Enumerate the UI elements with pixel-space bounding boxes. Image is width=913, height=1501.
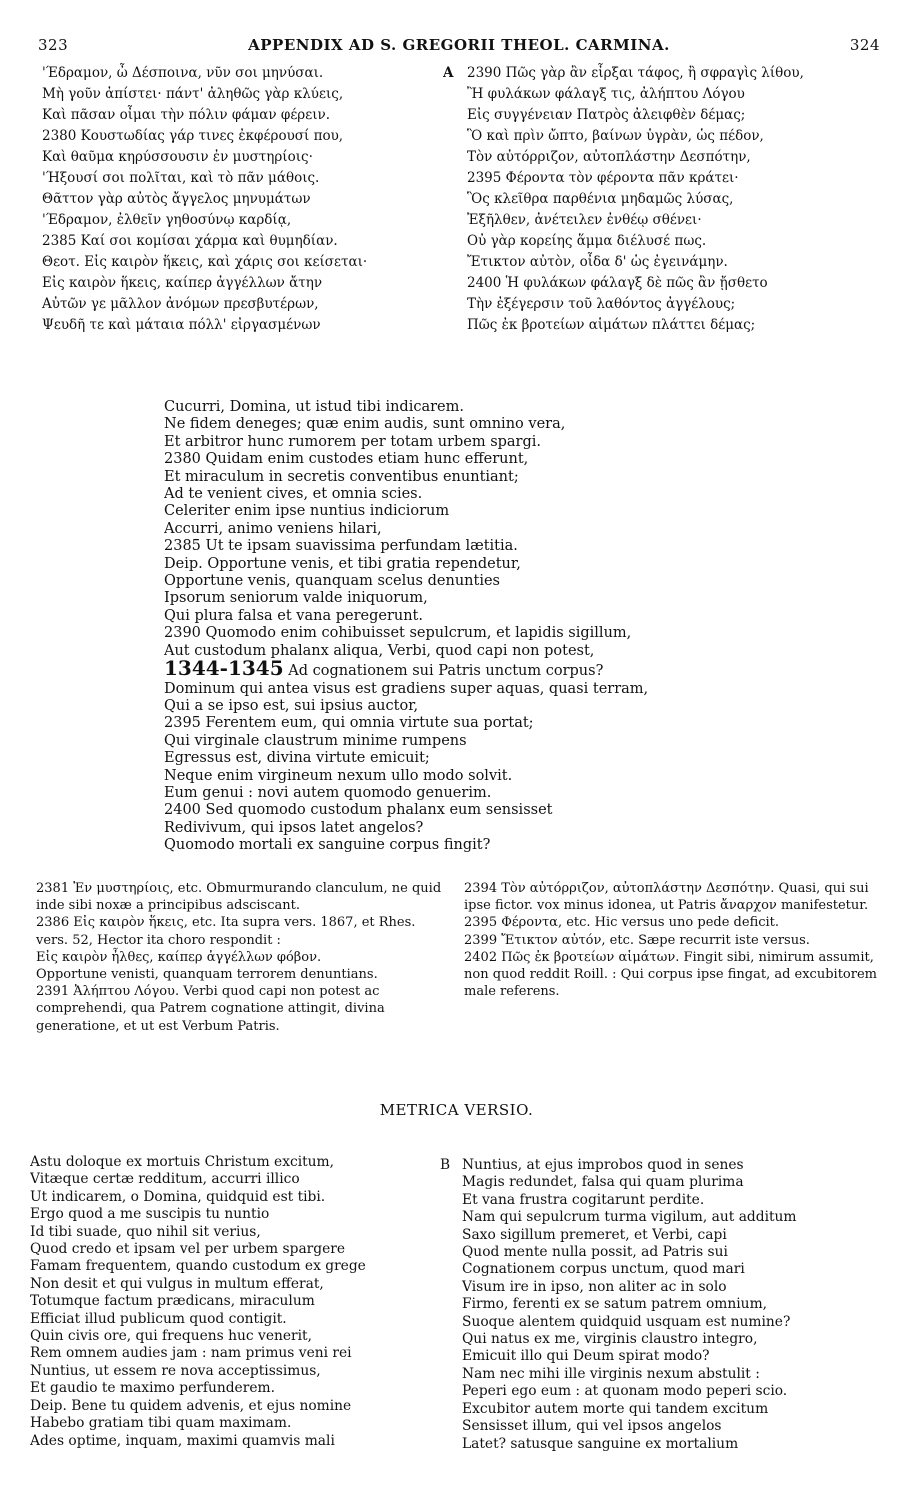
verse-line: Redivivum, qui ipsos latet angelos?: [164, 819, 424, 836]
verse-line: [443, 210, 893, 231]
verse-line: [443, 231, 893, 252]
verse-line: Astu doloque ex mortuis Christum excitum,: [30, 1154, 335, 1170]
verse-line: [443, 294, 893, 315]
verse-text: 2390 Πῶς γὰρ ἂν εἶρξαι τάφος, ἢ σφραγὶς λίθου,: [467, 65, 804, 81]
verse-line: 2385 Καί σοι κομίσαι χάρμα καὶ θυμηδίαν.: [42, 233, 338, 249]
verse-line: Ψευδῆ τε καὶ μάταια πόλλ' εἰργασμένων: [42, 317, 321, 333]
verse-line: Deip. Bene tu quidem advenis, et ejus nomine: [30, 1397, 352, 1414]
verse-line: 2400 Sed quomodo custodum phalanx eum sensisset: [164, 802, 553, 819]
footnote: 2381 Ἐν μυστηρίοις, etc. Obmurmurando clanculum, ne quid inde sibi noxæ a principibus adsciscant.: [36, 881, 442, 914]
footnotes-left-column: [36, 880, 448, 1035]
column-marker-verse: Ad cognationem sui Patris unctum corpus?: [288, 663, 604, 680]
verse-line: Quin civis ore, qui frequens huc venerit,: [30, 1328, 312, 1345]
verse-line: [440, 1227, 900, 1244]
verse-text: Quod mente nulla possit, ad Patris sui: [462, 1244, 728, 1261]
verse-line: Εἰς καιρὸν ἥκεις, καίπερ ἀγγέλλων ἄτην: [42, 275, 323, 291]
footnote: 2402 Πῶς ἐκ βροτείων αἱμάτων. Fingit sibi, nimirum assumit, non quod reddit Roill. : Qui corpus ipse fingat, ad excubitorem male referens.: [464, 949, 877, 1000]
verse-text: Ἐξῆλθεν, ἀνέτειλεν ἐνθέῳ σθένει·: [467, 212, 702, 228]
verse-text: Latet? satusque sanguine ex mortalium: [462, 1435, 739, 1452]
verse-line: Καὶ θαῦμα κηρύσσουσιν ἐν μυστηρίοις·: [42, 149, 313, 165]
latin-lines-before: [164, 399, 724, 660]
margin-letter-marker: A: [443, 65, 454, 81]
page-number-left: 323: [38, 36, 69, 54]
verse-line: Vitæque certæ redditum, accurri illico: [30, 1171, 300, 1188]
verse-line: 2380 Κουστωδίας γάρ τινες ἐκφέρουσί που,: [42, 128, 344, 144]
verse-text: Οὐ γὰρ κορείης ἅμμα διέλυσέ πως.: [467, 233, 707, 249]
verse-line: [440, 1244, 900, 1261]
verse-text: Magis redundet, falsa qui quam plurima: [462, 1174, 744, 1191]
verse-line: [440, 1436, 900, 1453]
verse-line: 'Έδραμον, ἐλθεῖν γηθοσύνῳ καρδίᾳ,: [42, 212, 292, 228]
verse-line: Eum genui : novi autem quomodo genuerim.: [164, 784, 492, 801]
latin-lines-after: [164, 681, 724, 855]
verse-text: Emicuit illo qui Deum spirat modo?: [462, 1348, 710, 1365]
verse-line: Opportune venis, quanquam scelus denunties: [164, 573, 500, 590]
verse-line: Egressus est, divina virtute emicuit;: [164, 750, 430, 767]
verse-line: [440, 1314, 900, 1331]
verse-line: 2385 Ut te ipsam suavissima perfundam lætitia.: [164, 538, 518, 555]
verse-text: Saxo sigillum premeret, et Verbi, capi: [462, 1226, 727, 1243]
footnote: 2394 Τὸν αὐτόρριζον, αὐτοπλάστην Δεσπότην. Quasi, qui sui ipse fictor. vox minus idonea, ut Patris ἄναρχον manifestetur.: [464, 881, 869, 914]
verse-line: [443, 63, 893, 84]
verse-line: Ne fidem deneges; quæ enim audis, sunt omnino vera,: [164, 416, 566, 433]
verse-line: Dominum qui antea visus est gradiens super aquas, quasi terram,: [164, 680, 649, 697]
verse-text: Suoque alentem quidquid usquam est numine?: [462, 1313, 791, 1330]
verse-line: Ad te venient cives, et omnia scies.: [164, 486, 423, 503]
verse-text: Visum ire in ipso, non aliter ac in solo: [462, 1278, 727, 1295]
verse-line: Non desit et qui vulgus in multum efferat,: [30, 1275, 324, 1292]
section-title: METRICA VERSIO.: [379, 1101, 534, 1119]
verse-line: Et miraculum in secretis conventibus enuntiant;: [164, 468, 519, 485]
verse-line: Ergo quod a me suscipis tu nuntio: [30, 1206, 270, 1223]
column-number-marker: 1344-1345: [164, 660, 284, 681]
verse-line: Ipsorum seniorum valde iniquorum,: [164, 590, 428, 607]
verse-line: Efficiat illud publicum quod contigit.: [30, 1310, 287, 1327]
verse-line: Neque enim virgineum nexum ullo modo solvit.: [164, 767, 513, 784]
verse-line: Qui plura falsa et vana peregerunt.: [164, 607, 423, 624]
verse-text: Peperi ego eum : at quonam modo peperi scio.: [462, 1383, 788, 1400]
verse-line: Rem omnem audies jam : nam primus veni rei: [30, 1345, 352, 1362]
verse-text: Nuntius, at ejus improbos quod in senes: [462, 1157, 744, 1173]
verse-line: 2380 Quidam enim custodes etiam hunc efferunt,: [164, 451, 529, 468]
verse-line: [440, 1279, 900, 1296]
metrica-versio-right-column: [440, 1157, 900, 1453]
verse-line: Habebo gratiam tibi quam maximam.: [30, 1415, 292, 1432]
verse-line: Καὶ πᾶσαν οἶμαι τὴν πόλιν φάμαν φέρειν.: [42, 107, 331, 123]
verse-text: Sensisset illum, qui vel ipsos angelos: [462, 1418, 722, 1435]
verse-line: 'Έδραμον, ὦ Δέσποινα, νῦν σοι μηνύσαι.: [42, 65, 324, 81]
page-number-right: 324: [849, 36, 880, 54]
verse-line: [440, 1209, 900, 1226]
verse-line: [443, 147, 893, 168]
verse-text: Cognationem corpus unctum, quod mari: [462, 1261, 745, 1278]
verse-text: Nam qui sepulcrum turma vigilum, aut additum: [462, 1209, 797, 1226]
latin-translation: [164, 399, 724, 855]
verse-line: [443, 189, 893, 210]
footnote: 2399 Ἔτικτον αὐτόν, etc. Sæpe recurrit iste versus.: [464, 932, 810, 948]
verse-line: Θᾶττον γὰρ αὐτὸς ἄγγελος μηνυμάτων: [42, 191, 311, 207]
verse-line: [440, 1401, 900, 1418]
verse-line: Ades optime, inquam, maximi quamvis mali: [30, 1432, 335, 1449]
verse-text: 2400 Ἡ φυλάκων φάλαγξ δὲ πῶς ἂν ᾔσθετο: [467, 275, 768, 291]
verse-line: Et gaudio te maximo perfunderem.: [30, 1380, 275, 1397]
verse-text: Πῶς ἐκ βροτείων αἱμάτων πλάττει δέμας;: [467, 317, 756, 333]
verse-text: Ὃς κλεῖθρα παρθένια μηδαμῶς λύσας,: [467, 191, 734, 207]
verse-line: Et arbitror hunc rumorem per totam urbem spargi.: [164, 433, 542, 450]
verse-line: 2395 Ferentem eum, qui omnia virtute sua portat;: [164, 715, 534, 732]
footnote: Εἰς καιρὸν ἦλθες, καίπερ ἀγγέλλων φόβον.: [36, 949, 322, 965]
verse-line: Aut custodum phalanx aliqua, Verbi, quod capi non potest,: [164, 642, 595, 659]
verse-line: Nuntius, ut essem re nova acceptissimus,: [30, 1362, 321, 1379]
verse-text: Firmo, ferenti ex se satum patrem omnium,: [462, 1296, 768, 1313]
verse-line: [443, 168, 893, 189]
running-title: APPENDIX AD S. GREGORII THEOL. CARMINA.: [248, 36, 670, 54]
verse-text: Εἰς συγγένειαν Πατρὸς ἀλειφθὲν δέμας;: [467, 107, 746, 123]
metrica-versio-left-column: [30, 1154, 450, 1450]
verse-line: Θεοτ. Εἰς καιρὸν ἥκεις, καὶ χάρις σοι κείσεται·: [42, 254, 368, 270]
verse-line: [443, 315, 893, 336]
footnotes-right-column: [464, 880, 882, 1000]
column-marker-line: [164, 660, 724, 680]
greek-right-lines: [443, 63, 893, 336]
verse-line: [443, 126, 893, 147]
verse-line: Quod credo et ipsam vel per urbem spargere: [30, 1241, 346, 1258]
verse-line: [440, 1348, 900, 1365]
verse-text: Et vana frustra cogitarunt perdite.: [462, 1191, 705, 1208]
verse-line: 2390 Quomodo enim cohibuisset sepulcrum, et lapidis sigillum,: [164, 625, 632, 642]
footnote: Opportune venisti, quanquam terrorem denuntians.: [36, 967, 378, 983]
verse-line: Totumque factum prædicans, miraculum: [30, 1293, 315, 1310]
verse-line: Ut indicarem, o Domina, quidquid est tibi.: [30, 1188, 326, 1205]
footnote: 2391 Ἀλήπτου Λόγου. Verbi quod capi non potest ac comprehendi, qua Patrem cognatione attingit, divina generatione, et ut est Verbum Patris.: [36, 984, 385, 1034]
verse-line: Id tibi suade, quo nihil sit verius,: [30, 1223, 261, 1240]
metrica-right-lines: [440, 1157, 900, 1453]
verse-line: Μὴ γοῦν ἀπίστει· πάντ' ἀληθῶς γὰρ κλύεις,: [42, 86, 344, 102]
verse-line: [440, 1261, 900, 1278]
verse-line: [440, 1366, 900, 1383]
verse-text: Ἔτικτον αὐτὸν, οἶδα δ' ὡς ἐγεινάμην.: [467, 254, 728, 270]
verse-text: Ὃ καὶ πρὶν ὤπτο, βαίνων ὑγρὰν, ὡς πέδον,: [467, 128, 764, 144]
verse-line: Qui a se ipso est, sui ipsius auctor,: [164, 697, 419, 714]
verse-line: Deip. Opportune venis, et tibi gratia rependetur,: [164, 555, 521, 572]
footnote: 2386 Εἰς καιρὸν ἥκεις, etc. Ita supra vers. 1867, et Rhes. vers. 52, Hector ita choro respondit :: [36, 915, 416, 948]
verse-text: 2395 Φέροντα τὸν φέροντα πᾶν κράτει·: [467, 170, 739, 186]
footnote: 2395 Φέροντα, etc. Hic versus uno pede deficit.: [464, 915, 780, 931]
verse-text: Ἢ φυλάκων φάλαγξ τις, ἀλήπτου Λόγου: [467, 86, 745, 102]
verse-line: [440, 1157, 900, 1174]
greek-text-left-column: [42, 63, 437, 336]
verse-text: Qui natus ex me, virginis claustro integro,: [462, 1331, 758, 1348]
verse-line: [440, 1174, 900, 1191]
verse-line: [443, 273, 893, 294]
verse-line: Αὐτῶν γε μᾶλλον ἀνόμων πρεσβυτέρων,: [42, 296, 319, 312]
verse-line: Accurri, animo veniens hilari,: [164, 520, 382, 537]
verse-text: Τὸν αὐτόρριζον, αὐτοπλάστην Δεσπότην,: [467, 149, 751, 165]
running-header: [38, 34, 880, 56]
verse-line: [443, 252, 893, 273]
verse-text: Excubitor autem morte qui tandem excitum: [462, 1400, 769, 1417]
verse-text: Nam nec mihi ille virginis nexum abstulit :: [462, 1365, 760, 1382]
verse-line: Quomodo mortali ex sanguine corpus fingit?: [164, 837, 491, 854]
verse-line: [443, 84, 893, 105]
verse-line: Qui virginale claustrum minime rumpens: [164, 732, 467, 749]
verse-line: Famam frequentem, quando custodum ex grege: [30, 1258, 366, 1275]
greek-text-right-column: [443, 63, 893, 336]
verse-line: Cucurri, Domina, ut istud tibi indicarem.: [164, 399, 464, 415]
verse-line: 'Ήξουσί σοι πολῖται, καὶ τὸ πᾶν μάθοις.: [42, 170, 320, 186]
margin-letter-marker: B: [440, 1157, 451, 1173]
verse-line: [440, 1331, 900, 1348]
verse-line: [440, 1192, 900, 1209]
verse-text: Τὴν ἐξέγερσιν τοῦ λαθόντος ἀγγέλους;: [467, 296, 736, 312]
verse-line: [440, 1418, 900, 1435]
verse-line: [440, 1383, 900, 1400]
verse-line: Celeriter enim ipse nuntius indiciorum: [164, 503, 450, 520]
verse-line: [440, 1296, 900, 1313]
verse-line: [443, 105, 893, 126]
